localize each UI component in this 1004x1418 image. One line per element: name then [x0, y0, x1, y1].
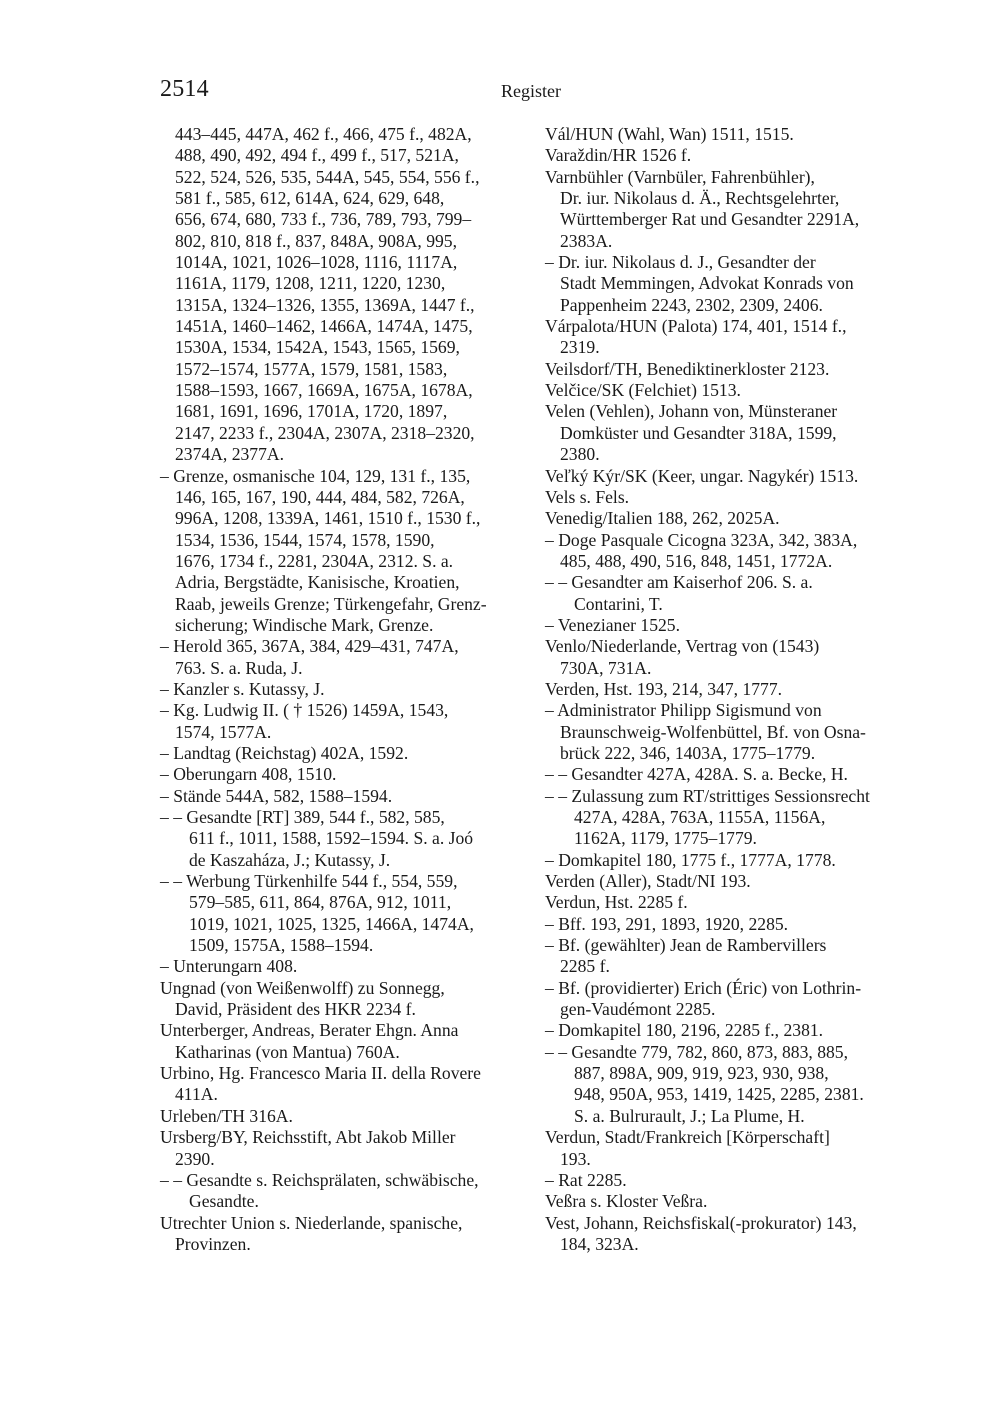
index-entry: – Bf. (gewählter) Jean de Rambervillers — [545, 935, 827, 956]
index-entry: – – Gesandter 427A, 428A. S. a. Becke, H. — [545, 764, 848, 785]
index-entry: – – Gesandte 779, 782, 860, 873, 883, 885, — [545, 1041, 848, 1062]
index-entry-continuation: 2319. — [560, 337, 600, 358]
index-entry: – Kg. Ludwig II. ( † 1526) 1459A, 1543, — [160, 700, 449, 721]
index-entry-continuation: 1509, 1575A, 1588–1594. — [189, 935, 374, 956]
index-entry: – Venezianer 1525. — [545, 614, 681, 635]
index-entry-continuation: 730A, 731A. — [560, 657, 652, 678]
index-entry-continuation: 802, 810, 818 f., 837, 848A, 908A, 995, — [175, 230, 457, 251]
index-entry: – – Gesandte s. Reichsprälaten, schwäbische, — [160, 1169, 479, 1190]
index-entry-continuation: 1574, 1577A. — [175, 721, 272, 742]
index-entry: Urleben/TH 316A. — [160, 1105, 293, 1126]
index-entry: – Domkapitel 180, 1775 f., 1777A, 1778. — [545, 849, 836, 870]
index-entry-continuation: 1014A, 1021, 1026–1028, 1116, 1117A, — [175, 252, 458, 273]
index-entry-continuation: Pappenheim 2243, 2302, 2309, 2406. — [560, 294, 823, 315]
index-column-left — [160, 124, 530, 1255]
index-entry: Varnbühler (Varnbüler, Fahrenbühler), — [545, 166, 815, 187]
index-entry: – Rat 2285. — [545, 1169, 627, 1190]
index-entry-continuation: 1161A, 1179, 1208, 1211, 1220, 1230, — [175, 273, 446, 294]
index-entry: Veľký Kýr/SK (Keer, ungar. Nagykér) 1513. — [545, 465, 859, 486]
page-number: 2514 — [160, 76, 209, 102]
index-entry: – – Gesandte [RT] 389, 544 f., 582, 585, — [160, 807, 445, 827]
index-entry: – Bf. (providierter) Erich (Éric) von Lothrin- — [545, 977, 862, 998]
index-entry: Velen (Vehlen), Johann von, Münsteraner — [545, 401, 838, 422]
index-entry-continuation: S. a. Bulrurault, J.; La Plume, H. — [574, 1105, 805, 1126]
index-entry-continuation: 1019, 1021, 1025, 1325, 1466A, 1474A, — [189, 913, 474, 934]
index-entry: Vels s. Fels. — [545, 486, 630, 507]
index-entry-continuation: 488, 490, 492, 494 f., 499 f., 517, 521A, — [175, 145, 459, 166]
index-entry-continuation: Braunschweig-Wolfenbüttel, Bf. von Osna- — [560, 721, 866, 742]
index-entry-continuation: 1572–1574, 1577A, 1579, 1581, 1583, — [175, 358, 448, 379]
index-entry: Verden (Aller), Stadt/NI 193. — [545, 871, 751, 892]
index-entry: – Unterungarn 408. — [160, 956, 298, 977]
index-entry-continuation: 1451A, 1460–1462, 1466A, 1474A, 1475, — [175, 316, 473, 337]
index-entry-continuation: 443–445, 447A, 462 f., 466, 475 f., 482A, — [175, 124, 472, 144]
index-entry-continuation: 1162A, 1179, 1775–1779. — [574, 828, 757, 849]
index-entry: – – Zulassung zum RT/strittiges Sessionsrecht — [545, 785, 870, 806]
index-entry-continuation: 1681, 1691, 1696, 1701A, 1720, 1897, — [175, 401, 448, 422]
index-entry: Venedig/Italien 188, 262, 2025A. — [545, 508, 780, 529]
index-entry-continuation: 948, 950A, 953, 1419, 1425, 2285, 2381. — [574, 1084, 864, 1105]
index-entry: Vest, Johann, Reichsfiskal(-prokurator) 143, — [545, 1212, 857, 1233]
index-entry-continuation: David, Präsident des HKR 2234 f. — [175, 999, 416, 1020]
index-entry: Utrechter Union s. Niederlande, spanische, — [160, 1212, 463, 1233]
index-entry-continuation: Domküster und Gesandter 318A, 1599, — [560, 422, 837, 443]
index-entry-continuation: Dr. iur. Nikolaus d. Ä., Rechtsgelehrter, — [560, 188, 840, 209]
index-entry: – Dr. iur. Nikolaus d. J., Gesandter der — [545, 252, 816, 273]
index-entry: – Herold 365, 367A, 384, 429–431, 747A, — [160, 636, 459, 657]
index-entry-continuation: 2374A, 2377A. — [175, 444, 284, 465]
index-entry-continuation: Stadt Memmingen, Advokat Konrads von — [560, 273, 854, 294]
index-entry: Verden, Hst. 193, 214, 347, 1777. — [545, 678, 783, 699]
index-entry-continuation: 2285 f. — [560, 956, 610, 977]
index-entry-continuation: 411A. — [175, 1084, 218, 1105]
index-entry: – Oberungarn 408, 1510. — [160, 764, 337, 785]
index-entry-continuation: 996A, 1208, 1339A, 1461, 1510 f., 1530 f., — [175, 508, 481, 529]
index-entry-continuation: 579–585, 611, 864, 876A, 912, 1011, — [189, 892, 452, 913]
index-entry: Verdun, Hst. 2285 f. — [545, 892, 688, 913]
index-entry: Unterberger, Andreas, Berater Ehgn. Anna — [160, 1020, 459, 1041]
index-entry-continuation: 485, 488, 490, 516, 848, 1451, 1772A. — [560, 550, 833, 571]
index-entry: Velčice/SK (Felchiet) 1513. — [545, 380, 741, 401]
index-entry-continuation: 184, 323A. — [560, 1233, 639, 1254]
index-entry: Venlo/Niederlande, Vertrag von (1543) — [545, 636, 820, 657]
index-entry-continuation: Gesandte. — [189, 1191, 259, 1212]
index-entry: – Landtag (Reichstag) 402A, 1592. — [160, 742, 409, 763]
index-entry-continuation: gen-Vaudémont 2285. — [560, 999, 716, 1020]
index-entry-continuation: Württemberger Rat und Gesandter 2291A, — [560, 209, 860, 230]
index-entry-continuation: 763. S. a. Ruda, J. — [175, 657, 303, 678]
index-entry-continuation: 2390. — [175, 1148, 215, 1169]
index-entry-continuation: 887, 898A, 909, 919, 923, 930, 938, — [574, 1063, 829, 1084]
index-entry-continuation: 2147, 2233 f., 2304A, 2307A, 2318–2320, — [175, 422, 475, 443]
index-entry-continuation: 522, 524, 526, 535, 544A, 545, 554, 556 f., — [175, 166, 480, 187]
index-entry-continuation: 427A, 428A, 763A, 1155A, 1156A, — [574, 807, 826, 827]
index-entry-continuation: 1534, 1536, 1544, 1574, 1578, 1590, — [175, 529, 435, 550]
index-entry: Veilsdorf/TH, Benediktinerkloster 2123. — [545, 358, 830, 379]
index-entry: – Bff. 193, 291, 1893, 1920, 2285. — [545, 913, 789, 934]
index-entry-continuation: 581 f., 585, 612, 614A, 624, 629, 648, — [175, 188, 445, 209]
index-entry-continuation: Raab, jeweils Grenze; Türkengefahr, Grenz- — [175, 593, 487, 614]
index-entry: Várpalota/HUN (Palota) 174, 401, 1514 f., — [545, 316, 847, 337]
index-entry: – Domkapitel 180, 2196, 2285 f., 2381. — [545, 1020, 824, 1041]
index-entry-continuation: 1676, 1734 f., 2281, 2304A, 2312. S. a. — [175, 550, 454, 571]
index-entry: – Administrator Philipp Sigismund von — [545, 700, 822, 721]
index-entry-continuation: de Kaszaháza, J.; Kutassy, J. — [189, 849, 391, 870]
index-entry: Varaždin/HR 1526 f. — [545, 145, 692, 166]
index-entry-continuation: 193. — [560, 1148, 591, 1169]
index-entry: Ursberg/BY, Reichsstift, Abt Jakob Miller — [160, 1127, 456, 1148]
index-entry: – – Werbung Türkenhilfe 544 f., 554, 559, — [160, 871, 458, 892]
index-entry-continuation: brück 222, 346, 1403A, 1775–1779. — [560, 742, 816, 763]
index-entry: – Doge Pasquale Cicogna 323A, 342, 383A, — [545, 529, 858, 550]
index-entry: – Grenze, osmanische 104, 129, 131 f., 135, — [160, 465, 471, 486]
index-entry-continuation: 2383A. — [560, 230, 613, 251]
index-entry-continuation: 656, 674, 680, 733 f., 736, 789, 793, 799– — [175, 209, 472, 230]
index-entry: Ungnad (von Weißenwolff) zu Sonnegg, — [160, 977, 445, 998]
index-entry: Veßra s. Kloster Veßra. — [545, 1191, 708, 1212]
running-head: Register — [501, 81, 561, 101]
index-entry-continuation: 2380. — [560, 444, 600, 465]
index-entry-continuation: 146, 165, 167, 190, 444, 484, 582, 726A, — [175, 486, 465, 507]
index-entry-continuation: Contarini, T. — [574, 593, 663, 614]
index-entry: Vál/HUN (Wahl, Wan) 1511, 1515. — [545, 124, 794, 144]
index-column-right — [545, 124, 925, 1255]
index-entry-continuation: Provinzen. — [175, 1233, 251, 1254]
index-entry-continuation: sicherung; Windische Mark, Grenze. — [175, 614, 434, 635]
index-entry: – Kanzler s. Kutassy, J. — [160, 678, 325, 699]
index-entry: Verdun, Stadt/Frankreich [Körperschaft] — [545, 1127, 830, 1148]
index-entry-continuation: 1530A, 1534, 1542A, 1543, 1565, 1569, — [175, 337, 460, 358]
index-entry-continuation: Katharinas (von Mantua) 760A. — [175, 1041, 400, 1062]
index-entry-continuation: Adria, Bergstädte, Kanisische, Kroatien, — [175, 572, 460, 593]
index-entry-continuation: 1315A, 1324–1326, 1355, 1369A, 1447 f., — [175, 294, 475, 315]
index-entry: Urbino, Hg. Francesco Maria II. della Rovere — [160, 1063, 481, 1084]
index-entry-continuation: 611 f., 1011, 1588, 1592–1594. S. a. Joó — [189, 828, 474, 849]
index-entry-continuation: 1588–1593, 1667, 1669A, 1675A, 1678A, — [175, 380, 473, 401]
index-entry: – Stände 544A, 582, 1588–1594. — [160, 785, 393, 806]
index-entry: – – Gesandter am Kaiserhof 206. S. a. — [545, 572, 813, 593]
